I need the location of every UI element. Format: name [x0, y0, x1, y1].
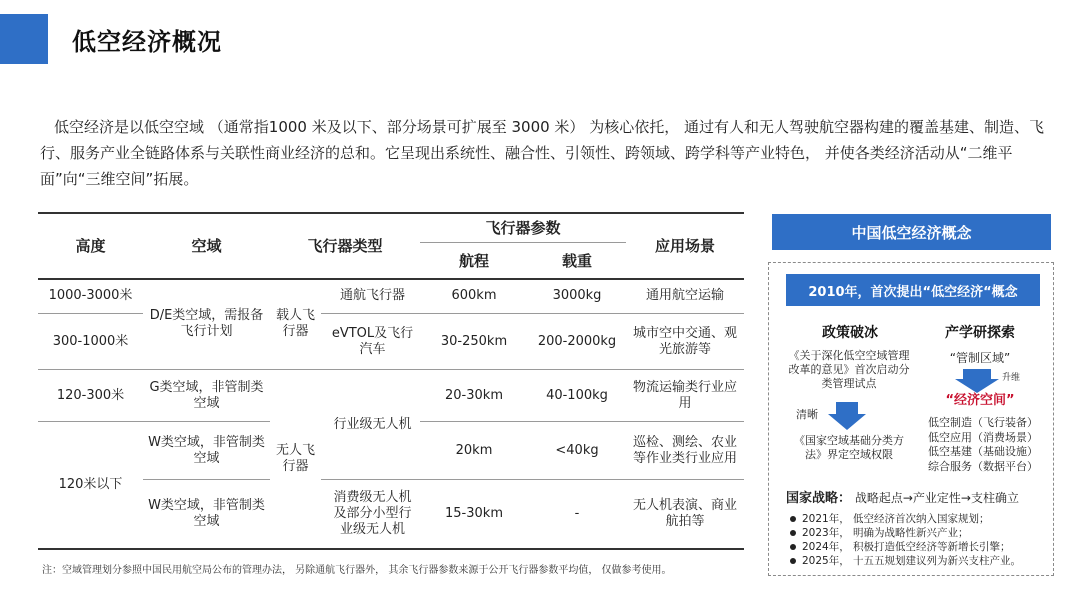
research-list-item: 低空制造（飞行装备）	[928, 416, 1038, 429]
range-cell: 600km	[451, 288, 497, 303]
research-list-item: 低空基建（基础设施）	[928, 445, 1038, 458]
params-rule	[420, 242, 626, 243]
header-scenario: 应用场景	[654, 237, 715, 255]
header-height: 高度	[75, 237, 106, 255]
footnote: 注：空域管理划分参照中国民用航空局公布的管理办法， 另除通航飞行器外， 其余飞行器参数来源于公开飞行器参数平均值， 仅做参考使用。	[42, 565, 672, 576]
payload-cell: 40-100kg	[546, 387, 608, 403]
policy-text-1: 《关于深化低空空域管理改革的意见》首次启动分类管理试点	[788, 349, 910, 390]
scenario-cell: 城市空中交通、观光旅游等	[632, 325, 737, 357]
header-airspace: 空域	[191, 237, 222, 255]
page-title: 低空经济概况	[72, 28, 222, 56]
bullet-dot-icon	[790, 544, 796, 550]
aircraft-type-cell: eVTOL及飞行汽车	[331, 325, 414, 357]
aircraft-type-cell: 行业级无人机	[333, 416, 412, 432]
research-list	[918, 416, 1048, 474]
policy-arrow-icon	[828, 402, 866, 430]
aircraft-type-cell: 消费级无人机及部分小型行业级无人机	[333, 490, 412, 537]
height-cell: 1000-3000米	[48, 288, 133, 303]
strategy-text: 战略起点→产业定性→支柱确立	[854, 491, 1019, 505]
intro-paragraph	[40, 114, 1055, 192]
bullet-dot-icon	[790, 558, 796, 564]
research-list-item: 低空应用（消费场景）	[928, 430, 1038, 444]
bullet-text: 2025年， 十五五规划建议列为新兴支柱产业。	[802, 555, 1022, 567]
range-cell: 15-30km	[445, 506, 503, 521]
bullet-text: 2024年， 积极打造低空经济等新增长引擎；	[802, 541, 1011, 553]
research-red-text: “经济空间”	[945, 393, 1015, 408]
bullet-dot-icon	[790, 530, 796, 536]
header-params: 飞行器参数	[485, 219, 561, 237]
scenario-cell: 通用航空运输	[645, 288, 724, 303]
concept-panel-header: 中国低空经济概念	[772, 214, 1051, 250]
airspace-cell: W类空域，非管制类空域	[148, 434, 265, 466]
strategy-bullet	[790, 539, 1011, 554]
airspace-cell: G类空域，非管制类空域	[149, 379, 264, 411]
payload-cell: <40kg	[555, 442, 599, 458]
height-cell: 120-300米	[56, 387, 125, 403]
scenario-cell: 巡检、测绘、农业等作业类行业应用	[632, 434, 737, 466]
bullet-text: 2023年， 明确为战略性新兴产业；	[802, 527, 969, 539]
intro-text: 低空经济是以低空空域 （通常指1000 米及以下、部分场景可扩展至 3000 米） 为核心依托， 通过有人和无人驾驶航空器构建的覆盖基建、制造、飞行、服务产业全链路体系与关联性商业经济的总和。它呈现出系统性、融合性、引领性、跨领域、跨学科等产业特色， 并使各类经济活动从“二维平面”向“三维空间”拓展。	[40, 118, 1044, 188]
strategy-bullet	[790, 553, 1021, 568]
aircraft-type-cell: 通航飞行器	[339, 288, 405, 303]
policy-text-2: 《国家空域基础分类方法》界定空域权限	[794, 434, 904, 461]
payload-cell: 3000kg	[552, 288, 602, 303]
policy-title: 政策破冰	[822, 325, 878, 341]
strategy-bullet	[790, 525, 969, 540]
scenario-cell: 无人机表演、商业航拍等	[632, 498, 737, 529]
height-cell: 120米以下	[58, 477, 123, 492]
header-range: 航程	[458, 252, 489, 270]
header-payload: 载重	[561, 252, 592, 270]
research-arrow-label: 升维	[1002, 373, 1021, 383]
strategy-bullet	[790, 511, 990, 526]
title-accent-bar	[0, 14, 48, 64]
concept-banner: 2010年，首次提出“低空经济“概念	[786, 274, 1040, 306]
range-cell: 20km	[455, 442, 493, 458]
range-cell: 20-30km	[445, 387, 503, 403]
low-altitude-table	[38, 212, 744, 550]
airspace-cell: W类空域，非管制类空域	[148, 498, 265, 529]
scenario-cell: 物流运输类行业应用	[632, 379, 737, 411]
airspace-cell: D/E类空域，需报备飞行计划	[149, 308, 264, 339]
payload-cell: -	[574, 506, 580, 521]
bullet-dot-icon	[790, 516, 796, 522]
aircraft-group-cell: 无人飞行器	[275, 443, 315, 474]
aircraft-group-cell: 载人飞行器	[275, 308, 315, 339]
bullet-text: 2021年， 低空经济首次纳入国家规划；	[802, 513, 990, 525]
policy-arrow-label: 清晰	[796, 408, 818, 421]
height-cell: 300-1000米	[52, 333, 129, 349]
table-bottom-rule	[38, 548, 744, 550]
research-arrow-icon	[955, 369, 999, 393]
research-title: 产学研探索	[945, 325, 1015, 341]
research-text-1: “管制区域”	[949, 351, 1011, 365]
range-cell: 30-250km	[440, 333, 508, 349]
header-aircraft-type: 飞行器类型	[307, 237, 383, 255]
payload-cell: 200-2000kg	[537, 333, 617, 349]
national-strategy	[786, 487, 1019, 506]
strategy-label: 国家战略：	[786, 491, 852, 506]
research-list-item: 综合服务（数据平台）	[928, 459, 1038, 473]
